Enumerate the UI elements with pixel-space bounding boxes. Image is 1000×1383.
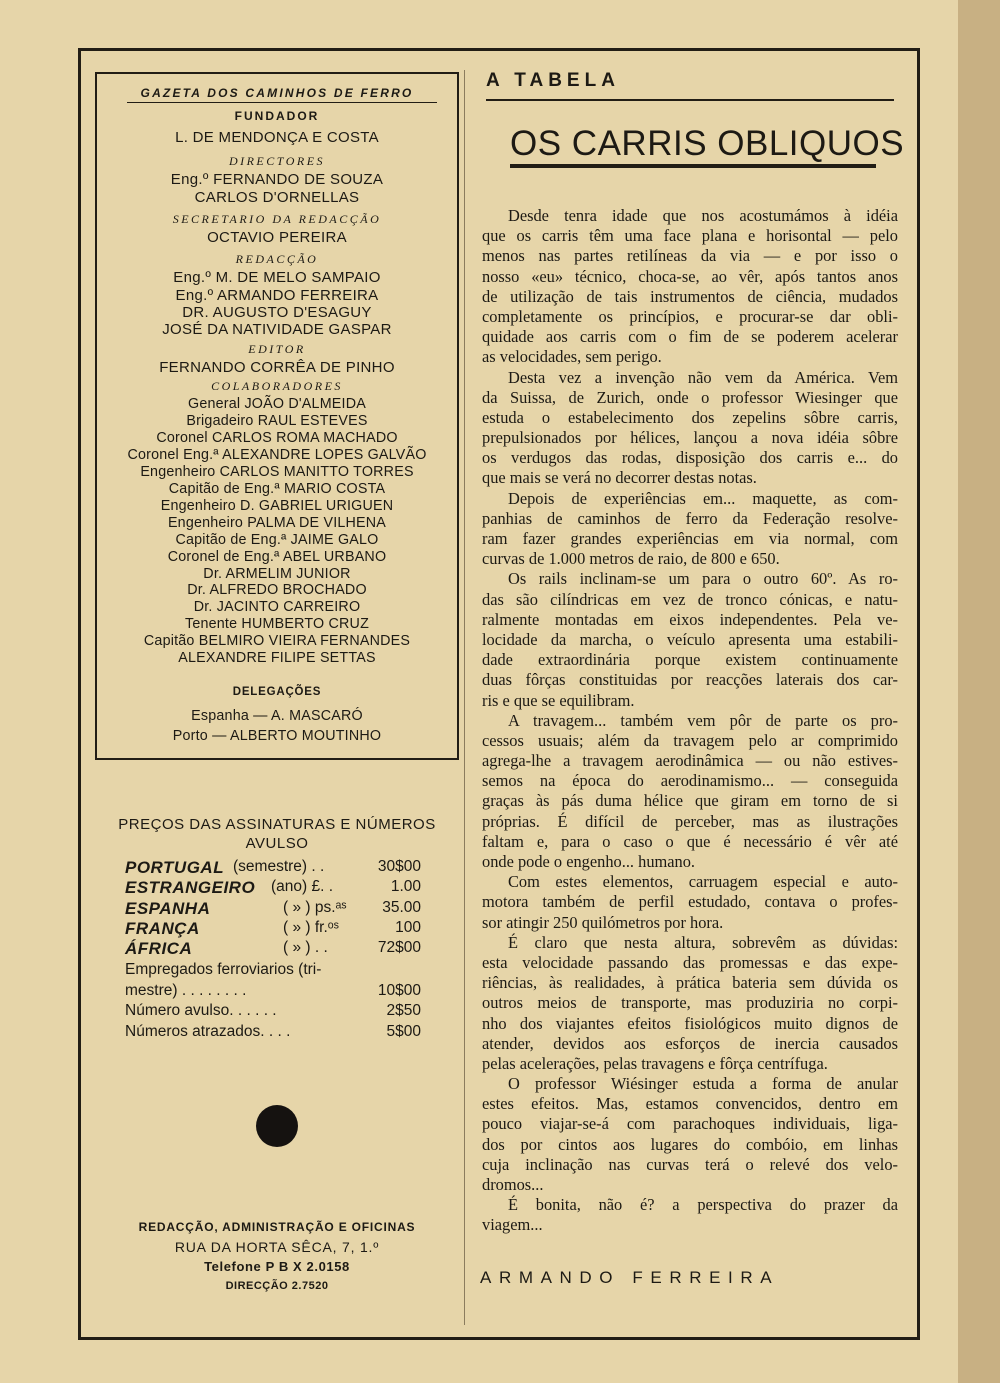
article-line: graças às pás duma hélice que giram em torno de si: [482, 791, 898, 811]
article-line: Os rails inclinam-se um para o outro 60º. As ro-: [508, 569, 898, 589]
collaborator-name: Engenheiro D. GABRIEL URIGUEN: [160, 497, 394, 514]
price-country: ÁFRICA: [125, 939, 193, 959]
article-line: ralmente montadas em eixos independentes. Pela ve-: [482, 609, 898, 629]
editor-name: FERNANDO CORRÊA DE PINHO: [159, 359, 395, 376]
article-line: estuda o estabelecimento dos zepelins sôbre carris,: [482, 407, 898, 427]
article-line: onde pode o engenho... humano.: [482, 852, 696, 871]
article-line: cessos usuais; além da travagem pelo ar comprimido: [482, 730, 898, 750]
collaborator-name: Tenente HUMBERTO CRUZ: [184, 616, 370, 633]
article-line: dade extraordinária porque existem continuamente: [482, 650, 898, 670]
price-country: ESPANHA: [125, 898, 211, 918]
price-row: [125, 858, 457, 878]
price-row-back-issues: [125, 1023, 457, 1043]
article-line: outros meios de transporte, mas produziria no corpi-: [482, 993, 898, 1013]
article-line: Desde tenra idade que nos acostumámos à idéia: [508, 206, 898, 225]
price-label: Número avulso. . . . . .: [125, 1002, 277, 1019]
delegation-entry: Espanha — A. MASCARÓ: [191, 708, 363, 724]
article-line: nho dos viajantes efeitos fisiológicos muito dignos de: [482, 1013, 898, 1033]
prices-title-continued: AVULSO: [245, 835, 309, 852]
price-period: (semestre) . .: [233, 858, 325, 875]
secretary-name: OCTAVIO PEREIRA: [207, 229, 347, 246]
price-period: ( » ) ps.ᵃˢ: [283, 898, 347, 916]
collaborator-name: Engenheiro PALMA DE VILHENA: [167, 514, 387, 531]
director-name: CARLOS D'ORNELLAS: [194, 189, 360, 206]
article-line: locidade da marcha, o veículo apresenta uma estabili-: [482, 629, 898, 649]
editorial-name: Eng.º M. DE MELO SAMPAIO: [173, 269, 381, 286]
article-line: riências, às realidades, à prática bateria sem dúvida os: [482, 973, 898, 993]
article-line: dromos...: [482, 1175, 544, 1194]
delegation-entry: Porto — ALBERTO MOUTINHO: [172, 728, 382, 744]
price-row-employees-cont: [125, 982, 457, 1002]
editorial-label: REDACÇÃO: [235, 252, 319, 266]
article-line: próprias. É difícil de perceber, mas as ilustrações: [482, 811, 898, 831]
article-line: de utilização de tais instrumentos de ciência, mudados: [482, 286, 898, 306]
footer-address-label: REDACÇÃO, ADMINISTRAÇÃO E OFICINAS: [138, 1220, 416, 1234]
collaborator-name: Capitão de Eng.ª MARIO COSTA: [168, 480, 386, 497]
article-line: os verdugos das rodas, disposição dos carris e... do: [482, 448, 898, 468]
article-line: nosso «eu» técnico, choca-se, ao vêr, após tantos anos: [482, 266, 898, 286]
price-value: 72$00: [377, 939, 421, 957]
article-line: pelas acelerações, pelas travagens e fôrça centrífuga.: [482, 1053, 828, 1073]
article-title-rule: [510, 164, 876, 168]
price-value: 30$00: [377, 858, 421, 875]
article-line: curvas de 1.000 metros de raio, de 800 e 650.: [482, 549, 780, 569]
footer-direction-phone: DIRECÇÃO 2.7520: [225, 1280, 329, 1292]
price-period: (ano) £. .: [271, 878, 334, 896]
article-line: menos nas partes retilíneas da via — e por isso o: [482, 246, 898, 266]
article-line: dos por cintos aos lugares do combóio, em linhas: [482, 1134, 898, 1154]
prices-title: PREÇOS DAS ASSINATURAS E NÚMEROS: [118, 816, 436, 833]
article-line: que mais se verá no decorrer destas notas.: [482, 468, 757, 488]
collaborator-name: Engenheiro CARLOS MANITTO TORRES: [140, 463, 414, 480]
price-country: ESTRANGEIRO: [125, 878, 256, 898]
article-line: esta velocidade passando das promessas e das expe-: [482, 952, 898, 972]
collaborator-name: Capitão BELMIRO VIEIRA FERNANDES: [143, 633, 411, 650]
article-line: ris e que se equilibram.: [482, 690, 635, 710]
column-divider: [464, 70, 465, 1325]
article-line: viagem...: [482, 1215, 543, 1235]
founder-label: FUNDADOR: [234, 109, 320, 123]
delegations-label: DELEGAÇÕES: [232, 686, 322, 698]
price-row-single-issue: [125, 1002, 457, 1022]
collaborator-name: Capitão de Eng.ª JAIME GALO: [175, 531, 379, 548]
article-line: É claro que nesta altura, sobrevêm as dúvidas:: [508, 932, 898, 952]
article-line: semos na época do aerodinamismo... — conseguida: [482, 771, 898, 791]
price-value: 100: [395, 918, 421, 936]
article-signature: ARMANDO FERREIRA: [480, 1268, 780, 1287]
editor-label: EDITOR: [248, 342, 306, 356]
price-value: 35.00: [382, 898, 421, 916]
binding-strip: [958, 0, 1000, 1383]
collaborator-name: Brigadeiro RAUL ESTEVES: [186, 412, 368, 429]
collaborator-name: Coronel de Eng.ª ABEL URBANO: [167, 548, 387, 565]
article-line: faltam e, para o caso o que é necessário é vêr até: [482, 831, 898, 851]
article-line: pouco viajar-se-á com parachoques individuais, liga-: [482, 1114, 898, 1134]
director-name: Eng.º FERNANDO DE SOUZA: [170, 171, 384, 188]
directors-label: DIRECTORES: [228, 154, 326, 168]
article-line: cuja inclinação nas curvas terá o relevé dos velo-: [482, 1154, 898, 1174]
article-line: que os carris têm uma face plana e horisontal — pelo: [482, 226, 898, 246]
publication-name: GAZETA DOS CAMINHOS DE FERRO: [140, 86, 414, 100]
collaborators-label: COLABORADORES: [211, 379, 343, 393]
article-body: [482, 206, 898, 1236]
section-rule: [486, 99, 894, 101]
collaborator-name: Coronel Eng.ª ALEXANDRE LOPES GALVÃO: [127, 446, 427, 463]
article-line: da Suissa, de Zurich, onde o professor Wiesinger que: [482, 387, 898, 407]
price-row-employees: [125, 961, 457, 981]
article-line: panhias de caminhos de ferro da Federação resolve-: [482, 508, 898, 528]
article-line: A travagem... também vem pôr de parte os pro-: [508, 710, 898, 730]
article-line: quidade aos carris com o fim de se poderem acelerar: [482, 327, 898, 347]
collaborator-name: General JOÃO D'ALMEIDA: [188, 396, 366, 412]
article-line: prepulsionados por hélices, lançou a nova idéia sôbre: [482, 428, 898, 448]
price-period: ( » ) fr.ᵒˢ: [283, 918, 339, 936]
article-line: duas fôrças constituidas por reacções laterais dos car-: [482, 670, 898, 690]
footer-street: RUA DA HORTA SÊCA, 7, 1.º: [174, 1239, 380, 1255]
price-country: PORTUGAL: [125, 858, 225, 877]
section-title: A TABELA: [486, 70, 620, 91]
collaborator-name: Dr. ARMELIM JUNIOR: [203, 565, 351, 582]
article-line: motora também de perfil estudado, contava o profes-: [482, 892, 898, 912]
secretary-label: SECRETARIO DA REDACÇÃO: [172, 212, 382, 226]
price-value: 2$50: [386, 1002, 421, 1019]
article-line: agrega-lhe a travagem aerodinâmica — ou não estives-: [482, 751, 898, 771]
article-line: atender, devidos aos esforços de inercia causados: [482, 1033, 898, 1053]
footer-phone: Telefone P B X 2.0158: [204, 1259, 350, 1274]
collaborator-name: Dr. ALFREDO BROCHADO: [187, 582, 367, 599]
article-line: ram fazer grandes experiências em via normal, com: [482, 529, 898, 548]
article-line: O professor Wiésinger estuda a forma de anular: [508, 1074, 898, 1094]
article-line: as velocidades, sem perigo.: [482, 347, 662, 367]
article-line: Desta vez a invenção não vem da América. Vem: [508, 367, 898, 387]
price-label: mestre) . . . . . . . .: [125, 982, 247, 999]
editorial-name: Eng.º ARMANDO FERREIRA: [175, 287, 379, 304]
price-value: 10$00: [377, 982, 421, 999]
price-label: Empregados ferroviarios (tri-: [125, 961, 322, 978]
editorial-name: DR. AUGUSTO D'ESAGUY: [182, 304, 372, 321]
article-line: Com estes elementos, carruagem especial e auto-: [508, 872, 898, 892]
price-row: [125, 919, 457, 939]
price-value: 1.00: [390, 878, 421, 896]
price-row: [125, 878, 457, 898]
article-line: sor atingir 250 quilómetros por hora.: [482, 912, 724, 932]
price-label: Números atrazados. . . .: [125, 1023, 291, 1040]
article-line: das são cilíndricas em vez de tronco cónicas, e natu-: [482, 589, 898, 609]
price-period: ( » ) . .: [283, 939, 328, 957]
article-line: estes efeitos. Mas, estamos convencidos, dentro em: [482, 1094, 898, 1114]
article-line: Depois de experiências em... maquette, as com-: [508, 488, 898, 508]
founder-name: L. DE MENDONÇA E COSTA: [175, 129, 379, 146]
article-line: É bonita, não é? a perspectiva do prazer da: [508, 1195, 898, 1215]
article-line: completamente os princípios, e procurar-se dar obli-: [482, 306, 898, 326]
price-value: 5$00: [386, 1023, 421, 1040]
price-country: FRANÇA: [125, 918, 200, 938]
editorial-name: JOSÉ DA NATIVIDADE GASPAR: [162, 321, 392, 338]
publication-name-rule: [127, 102, 437, 103]
article-title: OS CARRIS OBLIQUOS: [510, 124, 905, 163]
black-dot-ornament: [256, 1105, 298, 1147]
collaborator-name: Coronel CARLOS ROMA MACHADO: [156, 429, 398, 446]
masthead-box: [95, 72, 459, 760]
collaborator-name: Dr. JACINTO CARREIRO: [193, 599, 361, 616]
price-row: [125, 939, 457, 959]
price-row: [125, 899, 457, 919]
collaborator-name: ALEXANDRE FILIPE SETTAS: [178, 650, 376, 667]
